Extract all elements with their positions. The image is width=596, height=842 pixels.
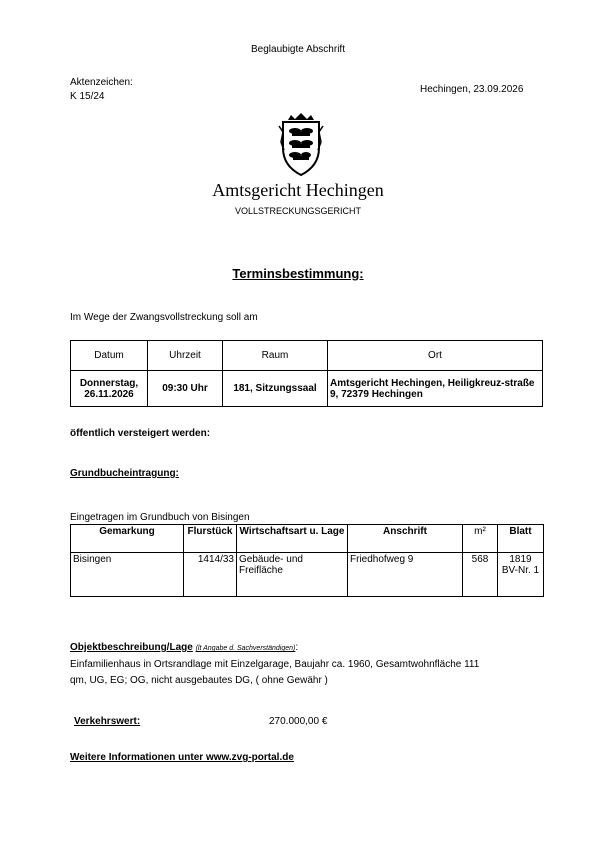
cell-flurstueck: 1414/33 [184, 553, 237, 597]
land-register-table [70, 524, 544, 597]
land-register-intro: Eingetragen im Grundbuch von Bisingen [70, 512, 250, 523]
header-anschrift: Anschrift [348, 525, 463, 553]
cell-anschrift: Friedhofweg 9 [348, 553, 463, 597]
object-description [70, 657, 479, 689]
coat-of-arms-icon [278, 112, 324, 176]
market-value-label: Verkehrswert: [74, 716, 141, 727]
header-ort: Ort [328, 341, 543, 371]
object-heading: Objektbeschreibung/Lage [70, 642, 193, 653]
schedule-header-row [71, 341, 543, 371]
schedule-room: 181, Sitzungssaal [223, 371, 328, 407]
object-description-line-1: Einfamilienhaus in Ortsrandlage mit Einzelgarage, Baujahr ca. 1960, Gesamtwohnfläche 111 [70, 659, 480, 670]
cell-area: 568 [463, 553, 498, 597]
place-date: Hechingen, 23.09.2026 [420, 84, 524, 95]
schedule-place: Amtsgericht Hechingen, Heiligkreuz-straße 9, 72379 Hechingen [328, 371, 543, 407]
cell-blatt: 1819 BV-Nr. 1 [498, 553, 544, 597]
schedule-date [71, 371, 148, 407]
land-row [71, 553, 544, 597]
header-datum: Datum [71, 341, 148, 371]
object-heading-line [70, 642, 298, 653]
cell-wirtschaftsart: Gebäude- und Freifläche [237, 553, 348, 597]
document-label: Beglaubigte Abschrift [251, 44, 345, 55]
header-area: m² [463, 525, 498, 553]
file-reference-label: Aktenzeichen: [70, 77, 133, 88]
object-note: (lt Angabe d. Sachverständigen) [195, 645, 296, 652]
object-note-suffix: : [295, 642, 299, 653]
market-value-amount: 270.000,00 € [269, 716, 328, 727]
header-blatt: Blatt [498, 525, 544, 553]
schedule-time: 09:30 Uhr [148, 371, 223, 407]
schedule-row [71, 371, 543, 407]
auction-text: öffentlich versteigert werden: [70, 428, 211, 439]
court-name: Amtsgericht Hechingen [212, 180, 384, 200]
page-title: Terminsbestimmung: [232, 266, 364, 281]
schedule-table [70, 340, 543, 407]
more-info-link[interactable]: Weitere Informationen unter www.zvg-portal.de [70, 752, 294, 763]
file-reference [70, 76, 133, 104]
header-gemarkung: Gemarkung [71, 525, 184, 553]
header-wirtschaftsart: Wirtschaftsart u. Lage [237, 525, 348, 553]
header-raum: Raum [223, 341, 328, 371]
intro-text: Im Wege der Zwangsvollstreckung soll am [70, 312, 258, 323]
header-uhrzeit: Uhrzeit [148, 341, 223, 371]
land-header-row [71, 525, 544, 553]
court-department: VOLLSTRECKUNGSGERICHT [234, 206, 362, 216]
header-flurstueck: Flurstück [184, 525, 237, 553]
schedule-weekday: Donnerstag, [79, 377, 139, 389]
cell-gemarkung: Bisingen [71, 553, 184, 597]
schedule-date-value: 26.11.2026 [84, 388, 134, 400]
land-register-heading: Grundbucheintragung: [70, 468, 179, 479]
file-reference-number: K 15/24 [70, 91, 105, 102]
object-description-line-2: qm, UG, EG; OG, nicht ausgebautes DG, ( ohne Gewähr ) [70, 675, 328, 686]
